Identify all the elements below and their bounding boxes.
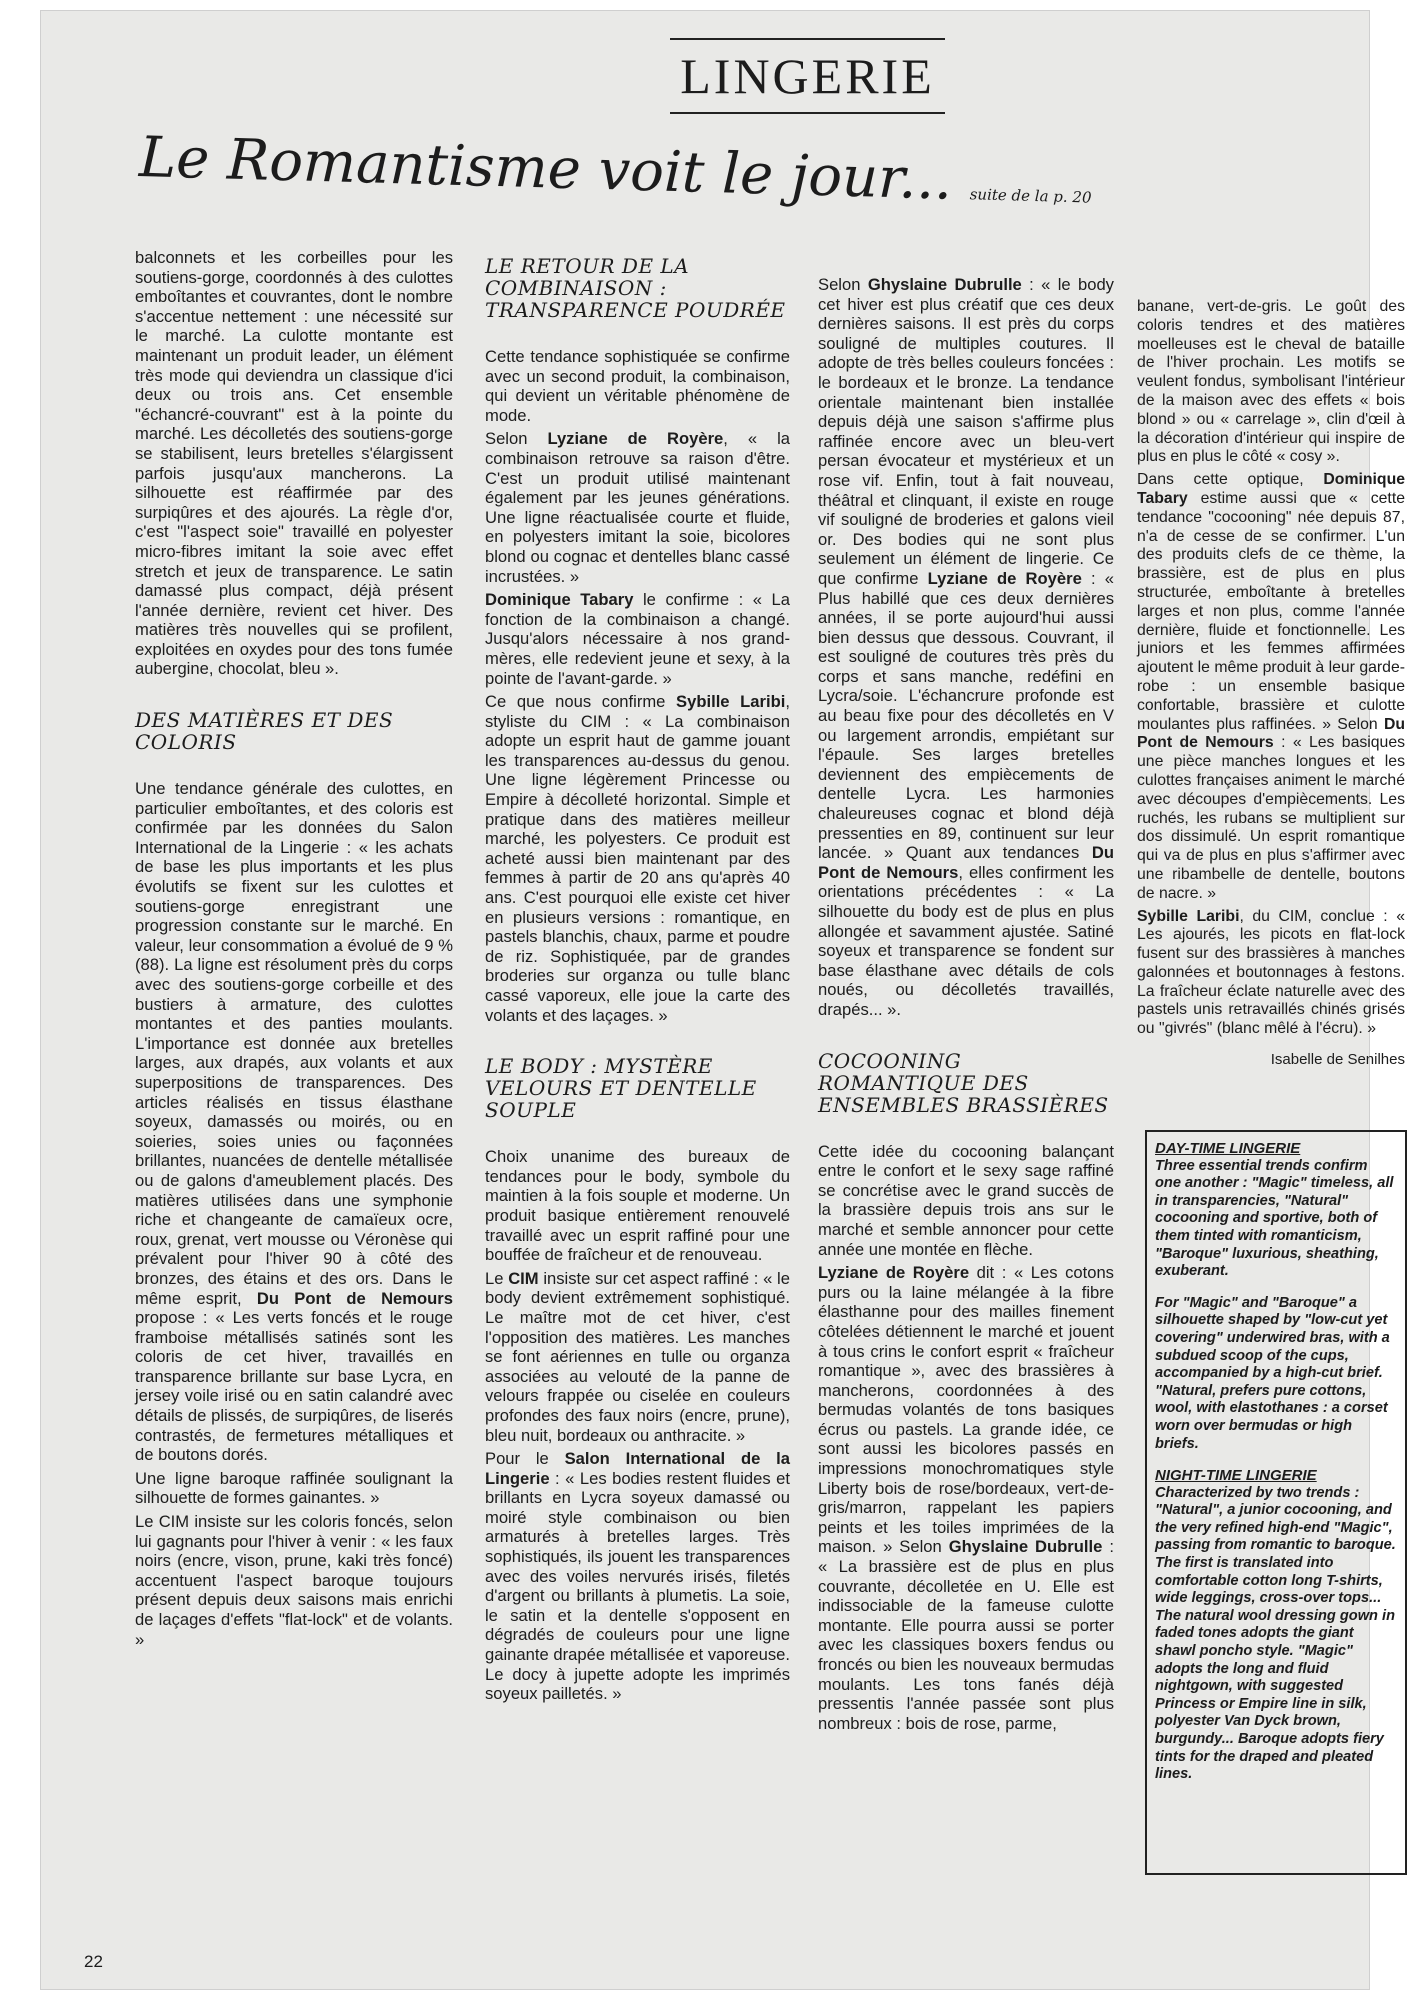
company-name: Du Pont de Nemours — [256, 1288, 453, 1308]
person-name: Ghyslaine Dubrulle — [867, 275, 1022, 294]
headline — [138, 125, 1092, 230]
paragraph — [485, 1269, 790, 1445]
text: dit : « Les cotons purs ou la laine mélangée à la fibre élasthanne pour des mailles finement côtelées détiennent le marché et jouent à tous crins le confort esprit « fraîcheur romantique », avec des brassières à mancherons, coordonnées à des bermudas volantés de tons basiques écrus ou pastels. La grande idée, ce sont aussi les bicolores passés en impressions monochromatiques style Liberty bois de rose/bordeaux, vert-de-gris/marron, rappelant les papiers peints et les toiles imprimées de la maison. » Selon — [818, 1263, 1114, 1557]
text: : « Les bodies restent fluides et brillants en Lycra soyeux damassé ou moiré style combinaison ou bien armaturés à bretelles larges. Très sophistiqués, ils jouent les transparences avec des voiles nervurés irisés, filetés d'argent ou brillants à plumetis. La soie, le satin et la dentelle s'opposent en dégradés de couleurs pour une ligne gainante drapée métallisée et vaporeuse. Le docy à jupette adopte les imprimés soyeux pailletés. » — [485, 1468, 790, 1704]
paragraph — [485, 429, 790, 586]
text: Selon — [818, 275, 861, 294]
text: , elles confirment les orientations précédentes : « La silhouette du body est de plus en plus allongée et savamment ajustée. Satiné soyeux et transparence se fondent sur base élasthane avec détails de cols noués, ou décolletés travaillés, drapés... ». — [818, 862, 1114, 1019]
box-paragraph: Characterized by two trends : "Natural", a junior cocooning, and the very refined high-end "Magic", passing from romantic to baroque. The first is translated into comfortable cotton long T-shirts, wide leggings, cross-over tops... The natural wool dressing gown in faded tones adopts the giant shawl poncho style. "Magic" adopts the long and fluid nightgown, with suggested Princess or Empire line in silk, polyester Van Dyck brown, burgundy... Baroque adopts fiery tints for the draped and pleated lines. — [1155, 1484, 1396, 1783]
column-4 — [1137, 298, 1405, 1070]
person-name: Dominique Tabary — [485, 590, 634, 610]
box-heading: DAY-TIME LINGERIE — [1155, 1140, 1301, 1157]
text: : « Plus habillé que ces deux dernières années, il se porte aujourd'hui aussi bien dessus que dessous. Couvrant, il est souligné de coutures très près du corps et sans manche, redéfini en Lycra/soie. L'échancrure profonde est au beau fixe pour des décolletés en V ou largement arrondis, empiétant sur l'épaule. Ses larges bretelles deviennent des empiècements de dentelle Lycra. Les harmonies chaleureuses cognac et blond déjà pressenties en 89, continuent sur leur lancée. » Quant aux tendances — [818, 568, 1114, 863]
text: : « La brassière est de plus en plus couvrante, décolletée en U. Elle est indissociable de la fameuse culotte montante. Elle pourra aussi se porter avec les classiques boxers fendus ou froncés ou bien les nouveaux bermudas moulants. Les tons fanés déjà pressentis l'année passée sont plus nombreux : bois de rose, parme, — [818, 1537, 1114, 1733]
page-number: 22 — [84, 1952, 103, 1971]
subheading: LE BODY : MYSTÈRE VELOURS ET DENTELLE SOUPLE — [485, 1054, 757, 1123]
paragraph — [485, 1449, 790, 1704]
person-name: Dominique Tabary — [1137, 471, 1406, 507]
text: , « la combinaison retrouve sa raison d'être. C'est un produit utilisé maintenant également par les jeunes générations. Une ligne réactualisée courte et fluide, en polyesters imitant la soie, bicolores blond ou cognac et dentelles blanc cassé incrustées. » — [485, 429, 790, 586]
paragraph — [818, 275, 1114, 1020]
person-name: Sybille Laribi — [1137, 907, 1240, 925]
paragraph — [818, 1263, 1114, 1733]
text: Dans cette optique, — [1137, 471, 1304, 489]
headline-text: Le Romantisme voit le jour... — [138, 125, 954, 213]
paragraph: Choix unanime des bureaux de tendances pour le body, symbole du maintien à la fois souple et moderne. Un produit basique entièrement renouvelé travaillé avec un esprit raffiné pour une bouffée de fraîcheur et de renouveau. — [485, 1147, 790, 1265]
text: : « Les basiques une pièce manches longues et les culottes françaises animent le marché avec découpes d'empiècements. Les ruchés, les rubans se multiplient sur dos dissimulé. Un esprit romantique qui va de plus en plus s'affirmer avec une ribambelle de dentelle, boutons de nacre. » — [1137, 734, 1406, 902]
person-name: Ghyslaine Dubrulle — [948, 1537, 1103, 1557]
subheading: DES MATIÈRES ET DES COLORIS — [135, 708, 394, 755]
text: Pour le — [485, 1449, 549, 1469]
paragraph: balconnets et les corbeilles pour les soutiens-gorge, coordonnés à des culottes emboîtantes et couvrantes, dont le nombre s'accentue nettement : une nécessité sur le marché. La culotte montante est maintenant un produit leader, un élément très mode qui deviendra un classique d'ici deux ou trois ans. Cet ensemble "échancré-couvrant" est à la pointe du marché. Les décolletés des soutiens-gorge se stabilisent, leurs bretelles s'élargissent parfois jusqu'aux mancherons. La silhouette est réaffirmée par des surpiqûres et des ajourés. La règle d'or, c'est "l'aspect soie" travaillé en polyester micro-fibres imitant la soie avec effet stretch et jeux de transparence. Le satin damassé plus compact, déjà présent l'année dernière, revient cet hiver. Des matières très nouvelles qui se profilent, exploitées en oxydes pour des tons fumée aubergine, chocolat, bleu ». — [135, 248, 453, 679]
column-2 — [485, 255, 790, 1708]
person-name: Lyziane de Royère — [547, 429, 724, 449]
magazine-page — [40, 10, 1406, 1990]
english-summary-box — [1145, 1130, 1407, 1875]
box-paragraph: Three essential trends confirm one another : "Magic" timeless, all in transparencies, "Natural" cocooning and sportive, both of them tinted with romanticism, "Baroque" luxurious, sheathing, exuberant. — [1155, 1157, 1394, 1280]
text: propose : « Les verts foncés et le rouge framboise métallisés satinés sont les coloris de cet hiver, travaillés en transparence brillante sur base Lycra, en jersey voile irisé ou en satin calandré avec détails de plissés, de surpiqûres, de liserés contrastés, de fermetures métalliques et de boutons dorés. — [135, 1308, 453, 1465]
text: : « le body cet hiver est plus créatif que ces deux dernières saisons. Il est près du corps souligné de multiples coutures. Il adopte de très belles couleurs foncées : le bordeaux et le bronze. La tendance orientale maintenant bien installée depuis déjà une saison s'affirme plus raffinée encore avec un bleu-vert persan évocateur et mystérieux et un rose vif. Enfin, tout à fait nouveau, théâtral et clinquant, il existe en rouge vif souligné de broderies et galons vieil or. Des bodies qui ne sont plus seulement un élément de lingerie. Ce que confirme — [818, 275, 1114, 588]
company-name: Du Pont de Nemours — [818, 843, 1114, 882]
text: , styliste du CIM : « La combinaison adopte un esprit haut de gamme jouant les transparences au-dessus du genou. Une ligne légèrement Princesse ou Empire à décolleté horizontal. Simple et pratique dans des matières meilleur marché, les polyesters. Ce produit est acheté aussi bien maintenant par des femmes à partir de 20 ans qu'après 40 ans. C'est pourquoi elle existe cet hiver en plusieurs versions : romantique, en pastels blanchis, chaux, parme et poudre de riz. Sophistiquée, par de grandes broderies sur organza ou tulle blanc cassé vaporeux, elle joue la carte des volants et des laçages. » — [485, 692, 790, 1025]
subheading: LE RETOUR DE LA COMBINAISON : TRANSPARENCE POUDRÉE — [485, 254, 786, 322]
paragraph — [485, 692, 790, 1025]
author-signature: Isabelle de Senilhes — [1270, 1051, 1405, 1069]
org-name: Salon International de la Lingerie — [485, 1449, 790, 1488]
text: , du CIM, conclue : « Les ajourés, les picots en flat-lock fusent sur des brassières à manches galonnées et boutonnages à festons. La fraîcheur éclate naturelle avec des pastels unis retravaillés chinés grisés ou "givrés" (blanc mêlé à l'écru). » — [1137, 907, 1406, 1038]
person-name: Lyziane de Royère — [818, 1263, 970, 1283]
text: le confirme : « La fonction de la combinaison a changé. Jusqu'alors nécessaire à nos grand-mères, elle redevient jeune et sexy, à la pointe de l'avant-garde. » — [485, 590, 790, 688]
org-name: CIM — [508, 1268, 539, 1288]
text: Le — [485, 1268, 504, 1288]
paragraph: Une ligne baroque raffinée soulignant la silhouette de formes gainantes. » — [135, 1468, 453, 1508]
paragraph: banane, vert-de-gris. Le goût des coloris tendres et des matières moelleuses est le cheval de bataille de l'hiver prochain. Les motifs se veulent fondus, symbolisant l'intérieur de la maison avec des effets « bois blond » ou « carrelage », clin d'œil à la décoration d'intérieur qui inspire de plus en plus le côté « cosy ». — [1137, 298, 1405, 466]
column-1 — [135, 248, 453, 1653]
company-name: Du Pont de Nemours — [1137, 715, 1405, 752]
person-name: Sybille Laribi — [676, 692, 786, 712]
text: estime aussi que « cette tendance "cocooning" née depuis 87, n'a de cesse de se confirmer. L'un des produits clefs de ce thème, la brassière, est de plus en plus structurée, emboîtante à bretelles larges et non plus, comme l'année dernière, fluide et fonctionnelle. Les juniors et les femmes affirmées ajoutent le même produit à leur garde-robe : un ensemble basique confortable, brassière et culotte moulantes plus raffinées. » Selon — [1137, 489, 1405, 733]
section-tag: LINGERIE — [670, 38, 945, 114]
text: Ce que nous confirme — [485, 692, 666, 712]
paragraph: Cette idée du cocooning balançant entre le confort et le sexy sage raffiné se concrétise avec le grand succès de la brassière depuis trois ans sur le marché et semble annoncer pour cette année une montée en flèche. — [818, 1141, 1114, 1259]
text: insiste sur cet aspect raffiné : « le body devient extrêmement sophistiqué. Le maître mot de cet hiver, c'est l'opposition des matières. Les manches se font aériennes en tulle ou organza associées au velouté de la panne de velours frappée ou ciselée en couleurs profondes des faux noirs (encre, prune), bleu nuit, bordeaux ou anthracite. » — [485, 1268, 790, 1445]
text: Une tendance générale des culottes, en particulier emboîtantes, et des coloris est confirmée par les données du Salon International de la Lingerie : « les achats de base les plus importants et les plus évolutifs se fixent sur les culottes et soutiens-gorge enregistrant une progression constante sur le marché. En valeur, leur consommation a évolué de 9 % (88). La ligne est résolument près du corps avec des soutiens-gorge corbeille et des bustiers à armature, des culottes montantes et des panties moulants. L'importance est donnée aux bretelles larges, aux drapés, aux volants et aux superpositions de transparences. Des articles réalisés en tissus élasthane soyeux, damassés ou moirés, ou en soieries, soies unies ou façonnées brillantes, nuancées de dentelle métallisée ou de galons d'ameublement placés. Des matières utilisées dans une symphonie riche et changeante de camaïeux ocre, roux, grenat, vert mousse ou Véronèse qui prévalent pour l'hiver 90 à côté des bronzes, des étains et des ors. Dans le même esprit, — [135, 779, 453, 1308]
subheading: COCOONING ROMANTIQUE DES ENSEMBLES BRASSIÈRES — [818, 1048, 1109, 1117]
person-name: Lyziane de Royère — [927, 568, 1082, 588]
paragraph: Cette tendance sophistiquée se confirme avec un second produit, la combinaison, qui devient un véritable phénomène de mode. — [485, 347, 790, 425]
paragraph — [1137, 471, 1405, 903]
paragraph — [1137, 908, 1405, 1040]
text: Selon — [485, 429, 528, 449]
paragraph: Le CIM insiste sur les coloris foncés, selon lui gagnants pour l'hiver à venir : « les faux noirs (encre, vison, prune, kaki très foncé) accentuent l'aspect baroque toujours présent depuis deux saisons mais enrichi de laçages d'effets "flat-lock" et de volants. » — [135, 1512, 453, 1649]
continued-from-note: suite de la p. 20 — [969, 185, 1092, 207]
column-3 — [818, 275, 1114, 1737]
box-paragraph: For "Magic" and "Baroque" a silhouette shaped by "low-cut yet covering" underwired bras, with a subdued scoop of the cups, accompanied by a high-cut brief. "Natural, prefers pure cottons, wool, with elastothanes : a corset worn over bermudas or high briefs. — [1155, 1294, 1390, 1452]
paragraph — [485, 590, 790, 688]
box-heading: NIGHT-TIME LINGERIE — [1155, 1467, 1317, 1485]
paragraph — [135, 779, 453, 1465]
